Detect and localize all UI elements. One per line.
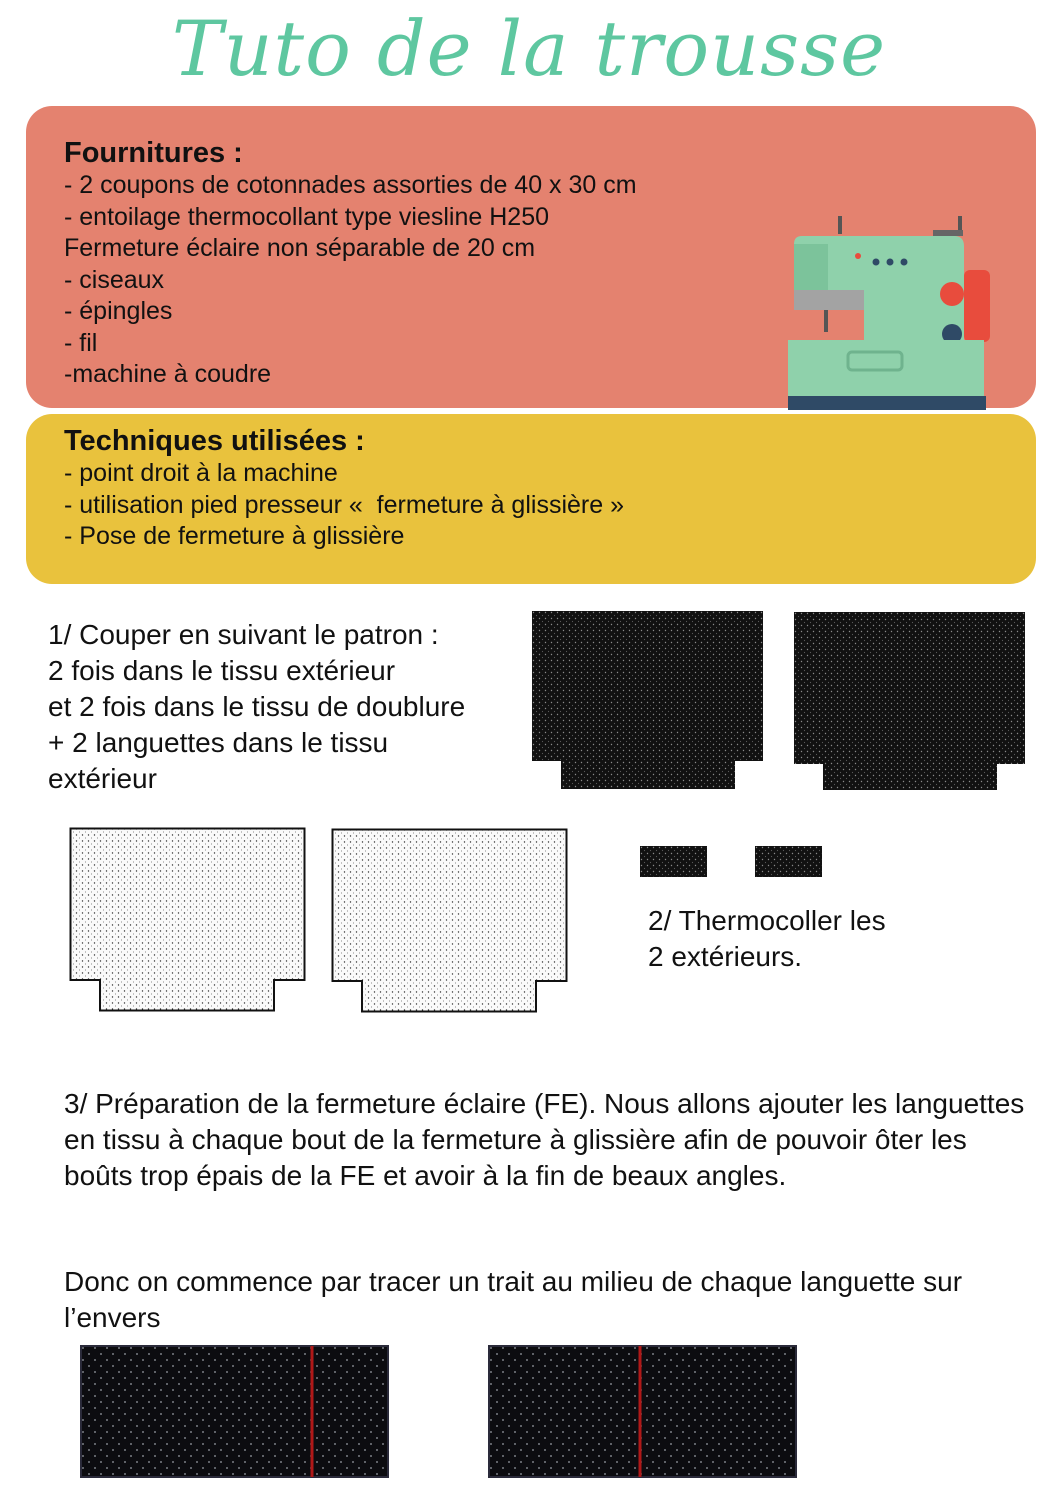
exterior-pattern-piece xyxy=(532,611,764,791)
sewing-machine-icon xyxy=(768,210,1008,410)
step1-line: extérieur xyxy=(48,763,157,794)
tab-with-center-line xyxy=(80,1345,390,1479)
exterior-pattern-piece xyxy=(794,612,1026,792)
technique-item: - utilisation pied presseur « fermeture à glissière » xyxy=(64,490,624,519)
step1-line: + 2 languettes dans le tissu xyxy=(48,727,389,758)
lining-pattern-piece xyxy=(69,827,307,1013)
step1-line: 1/ Couper en suivant le patron : xyxy=(48,619,439,650)
technique-item: - point droit à la machine xyxy=(64,459,338,487)
lining-pattern-piece xyxy=(331,828,569,1014)
supply-item: -machine à coudre xyxy=(64,360,272,388)
tab-piece xyxy=(755,846,823,878)
tab-piece xyxy=(640,846,708,878)
step2-line: 2/ Thermocoller les xyxy=(648,905,886,936)
step1-text xyxy=(48,617,465,797)
step1-line: 2 fois dans le tissu extérieur xyxy=(48,655,396,686)
supply-item: - ciseaux xyxy=(64,265,165,294)
supply-item: - entoilage thermocollant type viesline H250 xyxy=(64,202,549,231)
supply-item: Fermeture éclaire non séparable de 20 cm xyxy=(64,234,536,262)
tab-with-center-line xyxy=(488,1345,798,1479)
supply-item: - épingles xyxy=(64,297,173,325)
supplies-heading: Fournitures : xyxy=(64,137,243,169)
techniques-heading: Techniques utilisées : xyxy=(64,425,365,457)
step2-text xyxy=(648,903,886,975)
page-title: Tuto de la trousse xyxy=(171,4,887,93)
techniques-box xyxy=(26,414,1036,584)
step3-paragraph: 3/ Préparation de la fermeture éclaire (FE). Nous allons ajouter les languettes en tissu à chaque bout de la fermeture à glissière afin de pouvoir ôter les boûts trop épais de la FE et avoir à la fin de beaux angles. xyxy=(64,1088,1025,1191)
step2-line: 2 extérieurs. xyxy=(648,941,803,972)
technique-item: - Pose de fermeture à glissière xyxy=(64,522,405,550)
step1-line: et 2 fois dans le tissu de doublure xyxy=(48,691,466,722)
step3-paragraph-2: Donc on commence par tracer un trait au milieu de chaque languette sur l’envers xyxy=(64,1266,963,1333)
supply-item: - fil xyxy=(64,328,98,357)
supply-item: - 2 coupons de cotonnades assorties de 40 x 30 cm xyxy=(64,171,637,199)
supplies-box xyxy=(26,106,1036,408)
